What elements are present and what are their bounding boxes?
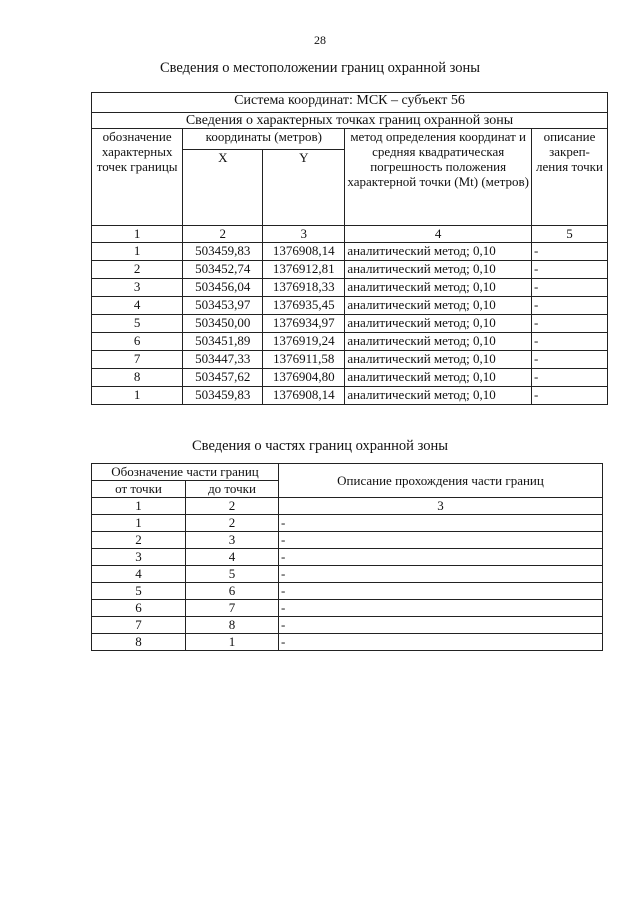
- table-row: [92, 566, 603, 583]
- y-coordinate-cell: 1376911,58: [263, 351, 345, 369]
- point-number-cell: 7: [92, 351, 183, 369]
- part-description-cell: -: [279, 600, 603, 617]
- point-number-cell: 5: [92, 315, 183, 333]
- section-title-parts: Сведения о частях границ охранной зоны: [192, 438, 448, 454]
- method-cell: аналитический метод; 0,10: [345, 279, 532, 297]
- table-row: [92, 515, 603, 532]
- y-coordinate-cell: 1376904,80: [263, 369, 345, 387]
- page-number: 28: [314, 33, 326, 47]
- fixing-description-cell: -: [532, 333, 608, 351]
- from-point-cell: 2: [92, 532, 186, 549]
- column-index: 2: [183, 226, 263, 243]
- table-row: [92, 617, 603, 634]
- x-coordinate-cell: 503451,89: [183, 333, 263, 351]
- header-from-point: от точки: [92, 481, 186, 498]
- x-coordinate-cell: 503459,83: [183, 387, 263, 405]
- table-row: [92, 243, 608, 261]
- table-row: [92, 261, 608, 279]
- table-row: [92, 351, 608, 369]
- part-description-cell: -: [279, 634, 603, 651]
- fixing-description-cell: -: [532, 261, 608, 279]
- from-point-cell: 7: [92, 617, 186, 634]
- to-point-cell: 3: [186, 532, 279, 549]
- to-point-cell: 1: [186, 634, 279, 651]
- point-number-cell: 8: [92, 369, 183, 387]
- x-coordinate-cell: 503457,62: [183, 369, 263, 387]
- boundary-parts-table: [91, 463, 603, 651]
- to-point-cell: 8: [186, 617, 279, 634]
- x-coordinate-cell: 503459,83: [183, 243, 263, 261]
- fixing-description-cell: -: [532, 297, 608, 315]
- method-cell: аналитический метод; 0,10: [345, 351, 532, 369]
- part-description-cell: -: [279, 515, 603, 532]
- column-index: 1: [92, 498, 186, 515]
- y-coordinate-cell: 1376919,24: [263, 333, 345, 351]
- y-coordinate-cell: 1376934,97: [263, 315, 345, 333]
- table-row: [92, 387, 608, 405]
- x-coordinate-cell: 503450,00: [183, 315, 263, 333]
- table-row: [92, 549, 603, 566]
- y-coordinate-cell: 1376935,45: [263, 297, 345, 315]
- fixing-description-cell: -: [532, 315, 608, 333]
- part-description-cell: -: [279, 566, 603, 583]
- table-row: [92, 333, 608, 351]
- from-point-cell: 4: [92, 566, 186, 583]
- part-description-cell: -: [279, 583, 603, 600]
- column-index: 2: [186, 498, 279, 515]
- header-part-designation: Обозначение части границ: [92, 464, 279, 481]
- point-number-cell: 2: [92, 261, 183, 279]
- fixing-description-cell: -: [532, 279, 608, 297]
- header-y: Y: [263, 150, 345, 226]
- header-coordinates: координаты (метров): [183, 129, 345, 150]
- table-row: [92, 369, 608, 387]
- point-number-cell: 3: [92, 279, 183, 297]
- table-row: [92, 532, 603, 549]
- y-coordinate-cell: 1376908,14: [263, 387, 345, 405]
- method-cell: аналитический метод; 0,10: [345, 261, 532, 279]
- parts-table-body: [92, 515, 603, 651]
- column-index: 3: [279, 498, 603, 515]
- from-point-cell: 3: [92, 549, 186, 566]
- part-description-cell: -: [279, 532, 603, 549]
- header-description: описание закреп-ления точки: [532, 129, 608, 226]
- y-coordinate-cell: 1376908,14: [263, 243, 345, 261]
- x-coordinate-cell: 503447,33: [183, 351, 263, 369]
- header-method: метод определения координат и средняя квадратическая погрешность положения характерной точки (Mt) (метров): [345, 129, 532, 226]
- point-number-cell: 6: [92, 333, 183, 351]
- point-number-cell: 1: [92, 243, 183, 261]
- y-coordinate-cell: 1376918,33: [263, 279, 345, 297]
- table-row: [92, 634, 603, 651]
- column-index: 1: [92, 226, 183, 243]
- part-description-cell: -: [279, 549, 603, 566]
- header-x: X: [183, 150, 263, 226]
- method-cell: аналитический метод; 0,10: [345, 387, 532, 405]
- column-index: 3: [263, 226, 345, 243]
- method-cell: аналитический метод; 0,10: [345, 315, 532, 333]
- table-row: [92, 297, 608, 315]
- to-point-cell: 6: [186, 583, 279, 600]
- to-point-cell: 5: [186, 566, 279, 583]
- to-point-cell: 7: [186, 600, 279, 617]
- column-index: 5: [532, 226, 608, 243]
- header-part-description: Описание прохождения части границ: [279, 464, 603, 498]
- header-designation: обозначение характерных точек границы: [92, 129, 183, 226]
- part-description-cell: -: [279, 617, 603, 634]
- table-row: [92, 583, 603, 600]
- fixing-description-cell: -: [532, 351, 608, 369]
- method-cell: аналитический метод; 0,10: [345, 369, 532, 387]
- fixing-description-cell: -: [532, 369, 608, 387]
- section-title-location: Сведения о местоположении границ охранной зоны: [159, 60, 480, 76]
- coordinate-system-label: Система координат: МСК – субъект 56: [92, 93, 608, 113]
- boundary-points-table: [91, 92, 608, 405]
- fixing-description-cell: -: [532, 243, 608, 261]
- point-number-cell: 1: [92, 387, 183, 405]
- method-cell: аналитический метод; 0,10: [345, 243, 532, 261]
- table-row: [92, 600, 603, 617]
- x-coordinate-cell: 503453,97: [183, 297, 263, 315]
- y-coordinate-cell: 1376912,81: [263, 261, 345, 279]
- to-point-cell: 2: [186, 515, 279, 532]
- table-row: [92, 315, 608, 333]
- method-cell: аналитический метод; 0,10: [345, 297, 532, 315]
- header-to-point: до точки: [186, 481, 279, 498]
- x-coordinate-cell: 503452,74: [183, 261, 263, 279]
- from-point-cell: 8: [92, 634, 186, 651]
- table-row: [92, 279, 608, 297]
- fixing-description-cell: -: [532, 387, 608, 405]
- point-number-cell: 4: [92, 297, 183, 315]
- x-coordinate-cell: 503456,04: [183, 279, 263, 297]
- to-point-cell: 4: [186, 549, 279, 566]
- method-cell: аналитический метод; 0,10: [345, 333, 532, 351]
- from-point-cell: 1: [92, 515, 186, 532]
- from-point-cell: 5: [92, 583, 186, 600]
- column-index: 4: [345, 226, 532, 243]
- points-info-label: Сведения о характерных точках границ охранной зоны: [92, 113, 608, 129]
- from-point-cell: 6: [92, 600, 186, 617]
- points-table-body: [92, 243, 608, 405]
